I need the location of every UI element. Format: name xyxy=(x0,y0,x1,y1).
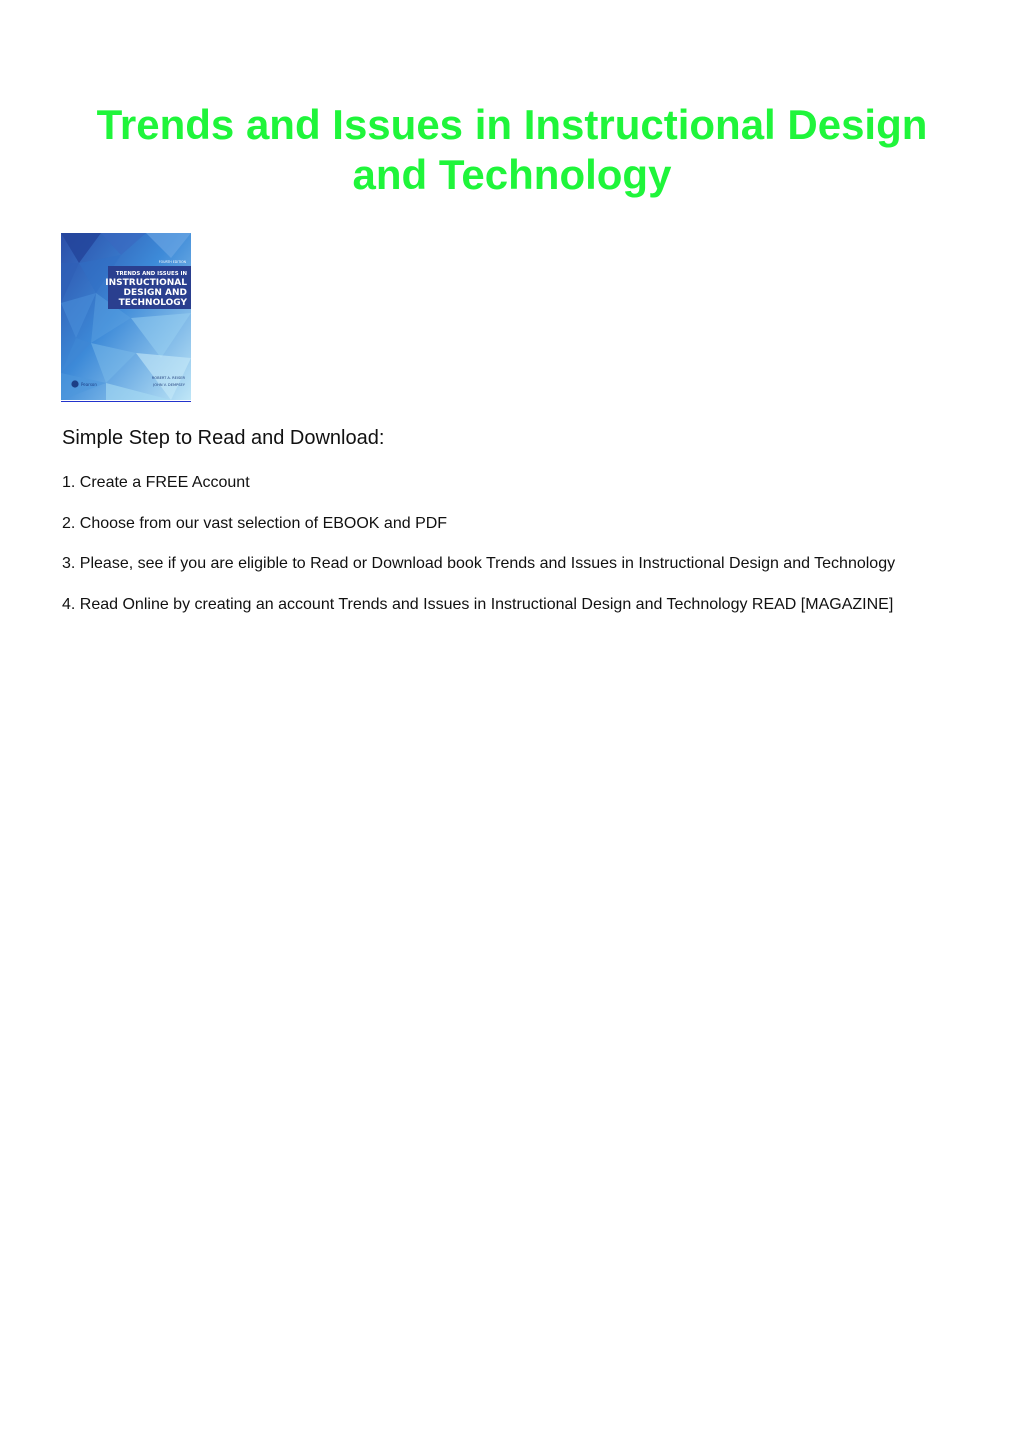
book-cover-image xyxy=(61,233,191,400)
step-item-1: 1. Create a FREE Account xyxy=(62,474,250,491)
cover-edition: FOURTH EDITION xyxy=(158,260,186,264)
step-item-3: 3. Please, see if you are eligible to Read or Download book Trends and Issues in Instructional Design and Technology xyxy=(62,555,896,572)
step-item-2: 2. Choose from our vast selection of EBOOK and PDF xyxy=(62,514,448,532)
step-item-4: 4. Read Online by creating an account Trends and Issues in Instructional Design and Technology READ [MAGAZINE] xyxy=(62,595,894,613)
cover-title-line-4: TECHNOLOGY xyxy=(118,298,187,308)
cover-publisher: Pearson xyxy=(81,382,97,387)
cover-title-line-1: TRENDS AND ISSUES IN xyxy=(115,271,187,277)
steps-list xyxy=(62,473,1012,635)
cover-title-line-3: DESIGN AND xyxy=(123,288,187,298)
steps-heading: Simple Step to Read and Download: xyxy=(62,427,385,449)
book-cover-link[interactable] xyxy=(61,233,191,402)
cover-title-line-2: INSTRUCTIONAL xyxy=(105,278,187,288)
cover-author-2: JOHN V. DEMPSEY xyxy=(153,383,185,387)
cover-author-1: ROBERT A. REISER xyxy=(151,376,185,380)
pearson-logo-icon xyxy=(71,380,78,387)
page-title: Trends and Issues in Instructional Design and Technology xyxy=(96,101,928,198)
